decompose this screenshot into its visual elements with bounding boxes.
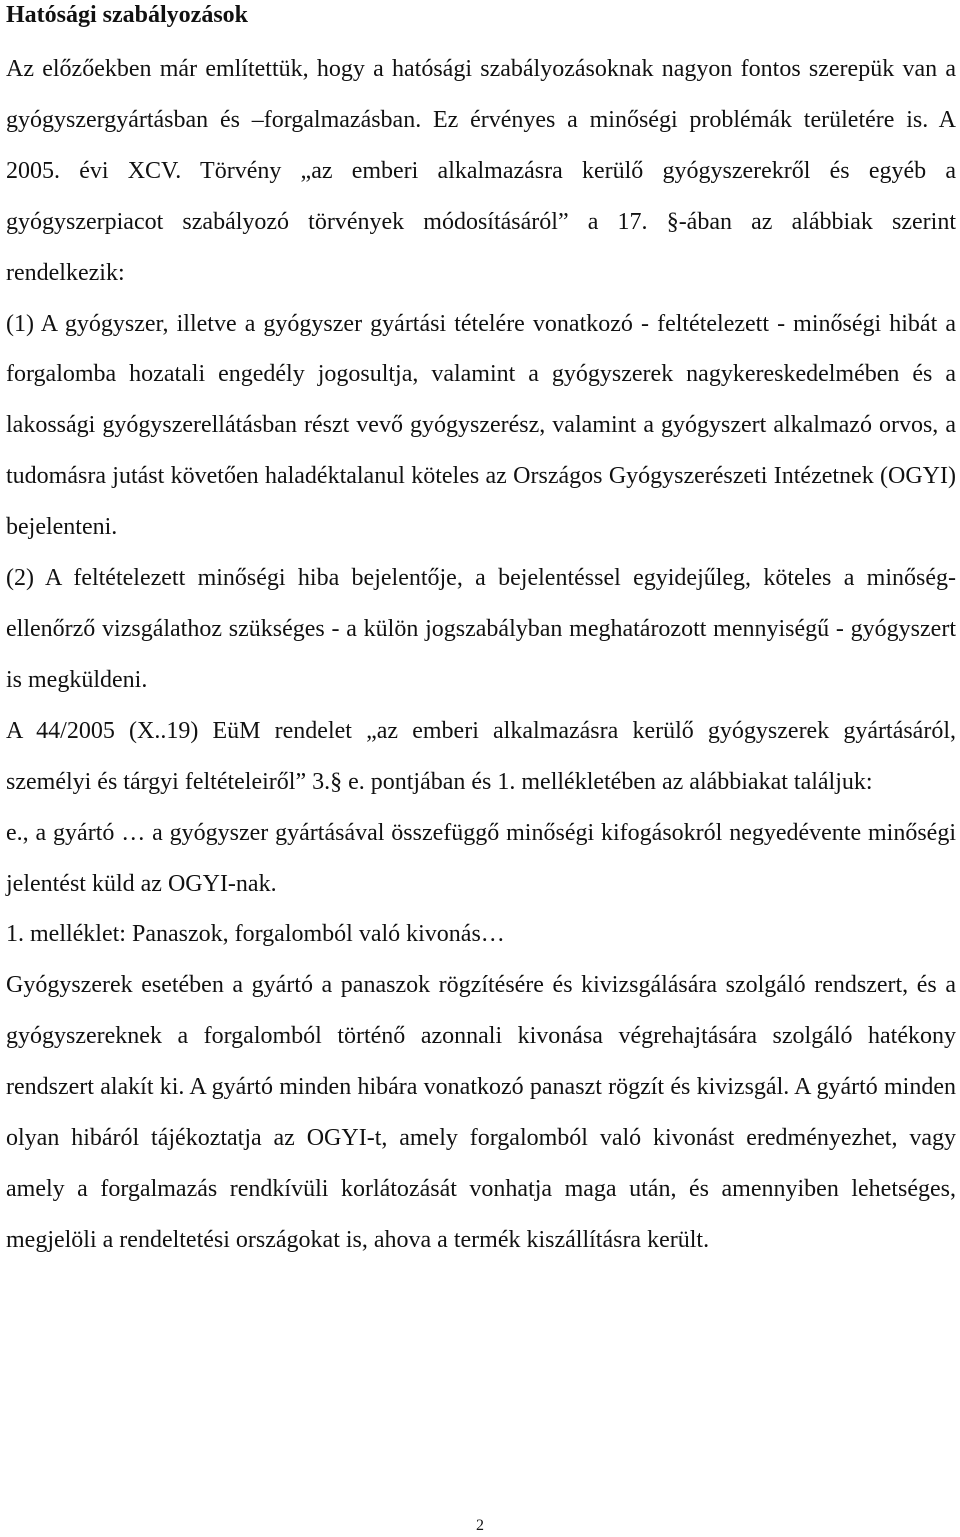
document-page: [6, 0, 956, 1266]
paragraph-point-e: e., a gyártó … a gyógyszer gyártásával összefüggő minőségi kifogásokról negyedévente minőségi jelentést küld az OGYI-nak.: [6, 819, 956, 897]
paragraph-decree: A 44/2005 (X..19) EüM rendelet „az emberi alkalmazásra kerülő gyógyszerek gyártásáról, személyi és tárgyi feltételeiről” 3.§ e. pontjában és 1. mellékletében az alábbiakat találjuk:: [6, 717, 956, 795]
paragraph-annex-heading: 1. melléklet: Panaszok, forgalomból való kivonás…: [6, 921, 505, 948]
paragraph-clause-1: (1) A gyógyszer, illetve a gyógyszer gyártási tételére vonatkozó - feltételezett - minőségi hibát a forgalomba hozatali engedély jogosultja, valamint a gyógyszerek nagykereskedelmében és a lakossági gyógyszerellátásban részt vevő gyógyszerész, valamint a gyógyszert alkalmazó orvos, a tudomásra jutást követően haladéktalanul köteles az Országos Gyógyszerészeti Intézetnek (OGYI) bejelenteni.: [6, 310, 956, 541]
paragraph-intro: Az előzőekben már említettük, hogy a hatósági szabályozásoknak nagyon fontos szerepük van a gyógyszergyártásban és –forgalmazásban. Ez érvényes a minőségi problémák területére is. A 2005. évi XCV. Törvény „az emberi alkalmazásra kerülő gyógyszerekről és egyéb a gyógyszerpiacot szabályozó törvények módosításáról” a 17. §-ában az alábbiak szerint rendelkezik:: [6, 56, 956, 286]
paragraph-annex-body: Gyógyszerek esetében a gyártó a panaszok rögzítésére és kivizsgálására szolgáló rendszert, és a gyógyszereknek a forgalomból történő azonnali kivonása végrehajtására szolgáló hatékony rendszert alakít ki. A gyártó minden hibára vonatkozó panaszt rögzít és kivizsgál. A gyártó minden olyan hibáról tájékoztatja az OGYI-t, amely forgalomból való kivonást eredményezhet, vagy amely a forgalmazás rendkívüli korlátozását vonhatja maga után, és amennyiben lehetséges, megjelöli a rendeltetési országokat is, ahova a termék kiszállításra került.: [6, 972, 956, 1253]
section-title: Hatósági szabályozások: [6, 2, 249, 28]
paragraph-clause-2: (2) A feltételezett minőségi hiba bejelentője, a bejelentéssel egyidejűleg, köteles a minőség-ellenőrző vizsgálathoz szükséges - a külön jogszabályban meghatározott mennyiségű - gyógyszert is megküldeni.: [6, 565, 956, 693]
page-number: 2: [476, 1517, 484, 1534]
